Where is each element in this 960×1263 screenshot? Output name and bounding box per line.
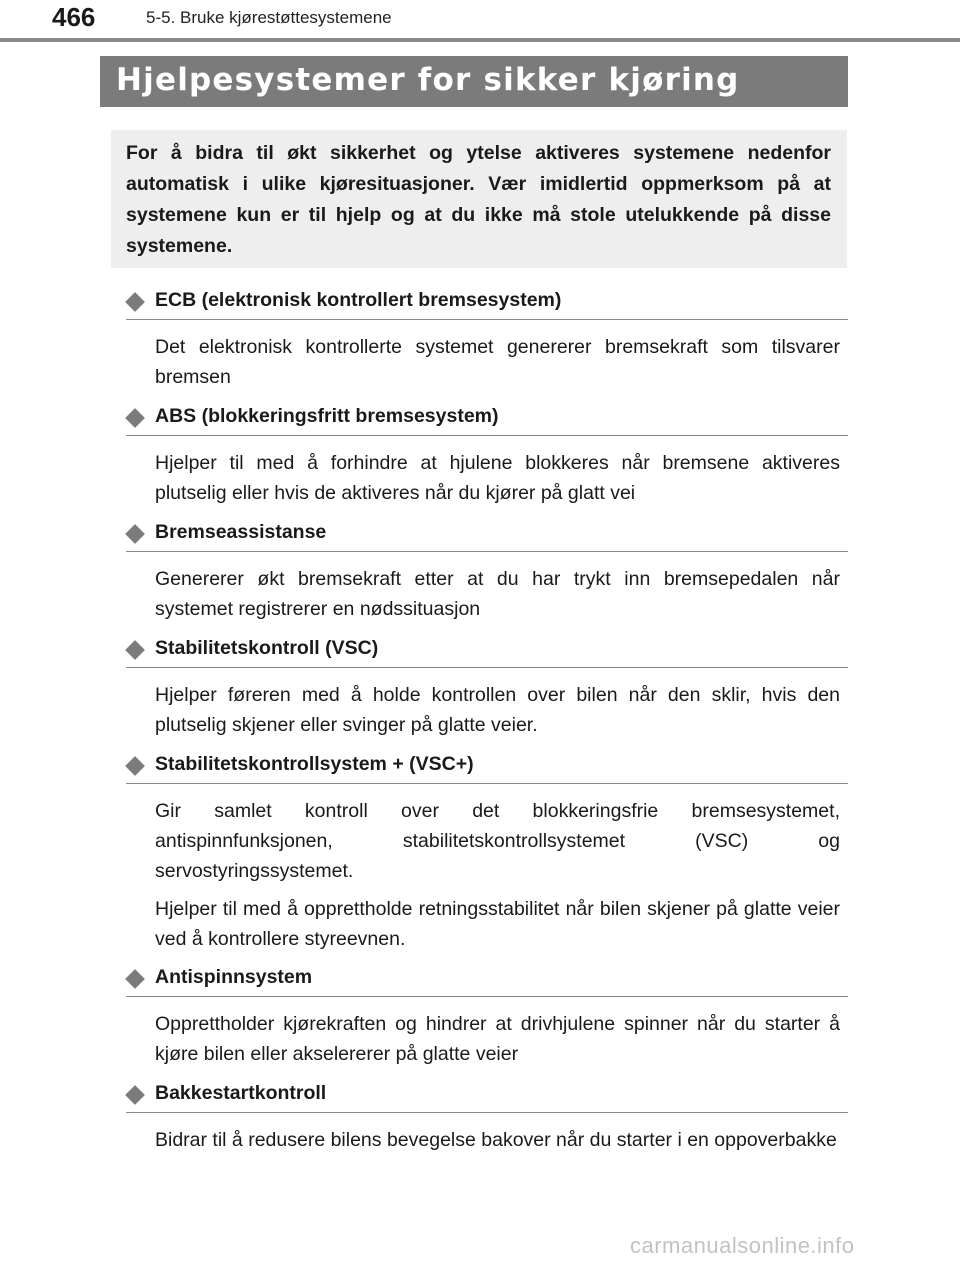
page-header — [0, 0, 960, 44]
feature-heading — [126, 637, 848, 668]
page-title: Hjelpesystemer for sikker kjøring — [116, 62, 740, 98]
feature-description: Gir samlet kontroll over det blokkeringsfrie bremsesystemet, antispinnfunksjonen, stabilitetskontrollsystemet (VSC) og servostyringssystemet. — [155, 800, 840, 882]
feature-description: Hjelper til med å forhindre at hjulene blokkeres når bremsene aktiveres plutselig eller hvis de aktiveres når du kjører på glatt vei — [155, 452, 840, 504]
feature-title: Stabilitetskontroll (VSC) — [155, 637, 379, 659]
diamond-bullet-icon — [125, 524, 145, 544]
feature-title: Bakkestartkontroll — [155, 1082, 327, 1104]
feature-hill-start — [126, 1082, 848, 1155]
intro-box — [111, 130, 847, 268]
page-number: 466 — [52, 2, 96, 32]
diamond-bullet-icon — [125, 756, 145, 776]
header-divider — [0, 38, 960, 42]
feature-description: Hjelper føreren med å holde kontrollen over bilen når den sklir, hvis den plutselig skjener eller svinger på glatte veier. — [155, 684, 840, 736]
feature-vsc-plus — [126, 753, 848, 954]
feature-description: Genererer økt bremsekraft etter at du har trykt inn bremsepedalen når systemet registrerer en nødssituasjon — [155, 568, 840, 620]
feature-heading — [126, 966, 848, 997]
section-label: 5-5. Bruke kjørestøttesystemene — [146, 8, 392, 27]
diamond-bullet-icon — [125, 408, 145, 428]
diamond-bullet-icon — [125, 292, 145, 312]
feature-description: Det elektronisk kontrollerte systemet genererer bremsekraft som tilsvarer bremsen — [155, 336, 840, 388]
feature-heading — [126, 521, 848, 552]
feature-vsc — [126, 637, 848, 740]
feature-traction-control — [126, 966, 848, 1069]
watermark: carmanualsonline.info — [630, 1233, 855, 1258]
feature-brake-assist — [126, 521, 848, 624]
diamond-bullet-icon — [125, 640, 145, 660]
feature-heading — [126, 405, 848, 436]
feature-heading — [126, 1082, 848, 1113]
feature-title: ECB (elektronisk kontrollert bremsesystem) — [155, 289, 562, 311]
feature-title: Bremseassistanse — [155, 521, 327, 543]
feature-title: ABS (blokkeringsfritt bremsesystem) — [155, 405, 499, 427]
feature-description: Bidrar til å redusere bilens bevegelse bakover når du starter i en oppoverbakke — [155, 1129, 837, 1151]
feature-ecb — [126, 289, 848, 392]
feature-abs — [126, 405, 848, 508]
feature-title: Stabilitetskontrollsystem + (VSC+) — [155, 753, 474, 775]
diamond-bullet-icon — [125, 1085, 145, 1105]
diamond-bullet-icon — [125, 969, 145, 989]
feature-description: Opprettholder kjørekraften og hindrer at drivhjulene spinner når du starter å kjøre bilen eller akselererer på glatte veier — [155, 1013, 840, 1065]
feature-description: Hjelper til med å opprettholde retningsstabilitet når bilen skjener på glatte veier ved å kontrollere styreevnen. — [155, 898, 840, 950]
feature-heading — [126, 753, 848, 784]
intro-text: For å bidra til økt sikkerhet og ytelse aktiveres systemene nedenfor automatisk i ulike kjøresituasjoner. Vær imidlertid oppmerksom på at systemene kun er til hjelp og at du ikke må stole utelukkende på disse systemene. — [126, 142, 831, 257]
feature-title: Antispinnsystem — [155, 966, 313, 988]
feature-heading — [126, 289, 848, 320]
title-bar — [100, 56, 848, 107]
